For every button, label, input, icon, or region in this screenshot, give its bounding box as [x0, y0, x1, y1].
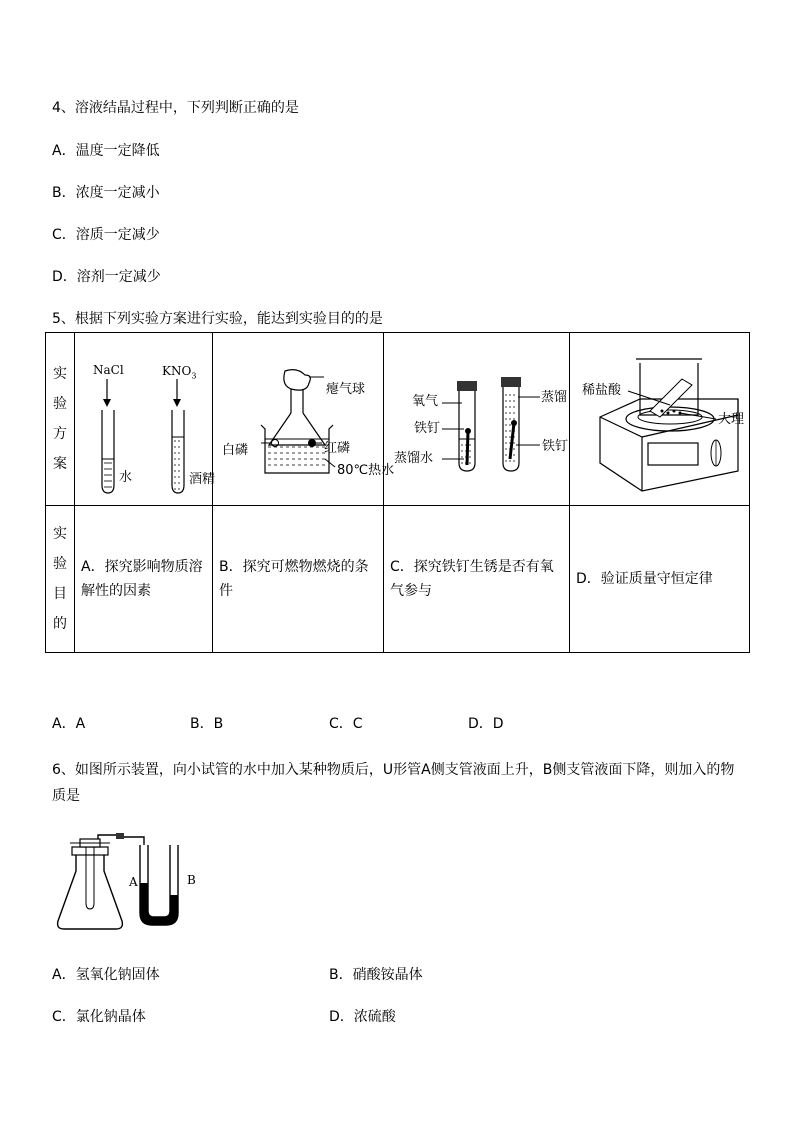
q6-apparatus-figure — [50, 833, 220, 933]
q6-option-d: D．浓硫酸 — [329, 1009, 396, 1025]
purpose-a: A．探究影响物质溶解性的因素 — [75, 506, 213, 653]
figure-b-combustion — [213, 333, 395, 506]
q5-stem: 5、根据下列实验方案进行实验，能达到实验目的的是 — [52, 311, 383, 327]
kno3-label: $KNO_3$ — [162, 364, 197, 381]
q6-option-c: C．氯化钠晶体 — [52, 1009, 146, 1025]
q6-option-b: B．硝酸铵晶体 — [329, 967, 423, 983]
white-phosphorus-label: 白磷 — [222, 443, 249, 458]
nacl-label: NaCl — [93, 363, 124, 377]
q6-option-a: A．氢氧化钠固体 — [52, 967, 160, 983]
balloon-label: 瘪气球 — [326, 382, 366, 397]
row-head-purpose: 实 验 目 的 — [46, 506, 75, 653]
distilled-water-label-2: 蒸馏 — [541, 390, 568, 405]
purpose-b: B．探究可燃物燃烧的条件 — [213, 506, 384, 653]
q4-option-c: C．溶质一定减少 — [52, 227, 160, 243]
nail-label-2: 铁钉 — [542, 439, 569, 454]
experiment-table — [45, 332, 750, 653]
q5-answer-a: A．A — [52, 716, 86, 732]
purpose-c: C．探究铁钉生锈是否有氧气参与 — [384, 506, 570, 653]
figure-a-dissolving — [75, 333, 216, 506]
u-tube-label-a: A — [129, 875, 138, 889]
figure-c-rusting — [384, 333, 570, 506]
u-tube-label-b: B — [187, 873, 196, 887]
q4-option-b: B．浓度一定减小 — [52, 185, 160, 201]
distilled-water-label-1: 蒸馏水 — [394, 451, 434, 466]
q5-answer-b: B．B — [190, 716, 224, 732]
acid-label: 稀盐酸 — [582, 383, 622, 398]
q5-answer-c: C．C — [329, 716, 363, 732]
figure-d-balance — [570, 333, 750, 506]
q6-stem: 6、如图所示装置，向小试管的水中加入某种物质后，U形管A侧支管液面上升，B侧支管液面下降，则加入的物质是 — [52, 762, 735, 804]
marble-label: 大理 — [718, 412, 745, 427]
q4-option-d: D．溶剂一定减少 — [52, 269, 161, 285]
water-label: 水 — [119, 470, 133, 485]
oxygen-label: 氧气 — [412, 394, 439, 409]
q4-option-a: A．温度一定降低 — [52, 143, 160, 159]
hot-water-label: 80℃热水 — [337, 463, 395, 478]
row-head-plan: 实 验 方 案 — [46, 333, 75, 506]
figure-b-drawing — [213, 333, 395, 506]
nail-label-1: 铁钉 — [414, 421, 441, 436]
alcohol-label: 酒精 — [189, 472, 216, 487]
q4-stem: 4、溶液结晶过程中，下列判断正确的是 — [52, 100, 299, 116]
q5-answer-d: D．D — [468, 716, 504, 732]
red-phosphorus-label: 红磷 — [324, 441, 351, 456]
figure-c-drawing — [384, 333, 570, 506]
purpose-d: D．验证质量守恒定律 — [570, 506, 750, 653]
